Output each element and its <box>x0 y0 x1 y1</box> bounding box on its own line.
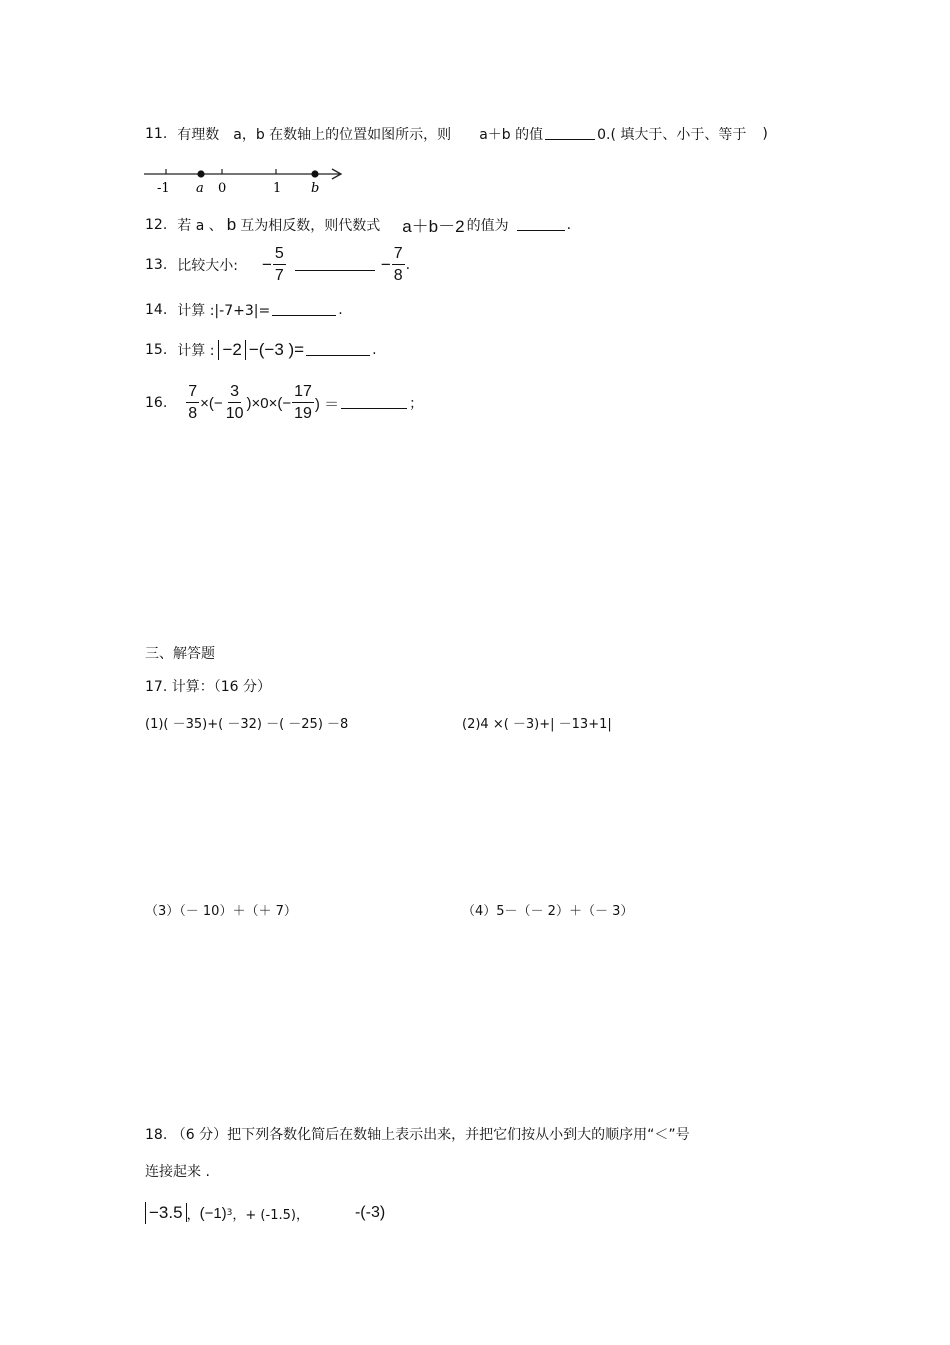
q14-number: 14. <box>145 302 168 318</box>
q13-answer-blank[interactable] <box>295 269 375 271</box>
number-line-figure <box>142 162 352 196</box>
q12-b: b <box>226 214 237 234</box>
q14-answer-blank[interactable] <box>272 314 336 316</box>
q15-rest: −(−3 )= <box>248 340 305 359</box>
q16-f2-denominator: 10 <box>225 405 244 422</box>
q12-expression: a＋b－2 <box>402 217 465 236</box>
q16-fraction-1 <box>186 384 199 422</box>
q18-power-base: (−1) <box>199 1204 227 1222</box>
q11-text-3: 0.( 填大于、小于、等于 <box>597 127 747 143</box>
point-a <box>197 170 204 177</box>
q17-title: 17. 计算：（16 分） <box>145 679 271 695</box>
q13-f1-numerator: 5 <box>273 246 286 265</box>
q11-expression: a＋b 的值 <box>479 127 544 143</box>
q13-text: 比较大小: <box>177 258 238 274</box>
q15-number: 15. <box>145 342 168 358</box>
q12-number: 12. <box>145 216 168 233</box>
question-13 <box>145 246 410 284</box>
q12-answer-blank[interactable] <box>517 229 565 231</box>
q17-part-4: （4）5－（－ 2）＋（－ 3） <box>462 904 634 919</box>
question-11 <box>145 124 768 144</box>
q16-f1-denominator: 8 <box>188 405 198 422</box>
q18-last-number: -(-3) <box>354 1204 386 1221</box>
tick-label-neg1: -1 <box>157 181 170 196</box>
label-a: a <box>196 181 204 196</box>
q11-text-1: 有理数 <box>177 127 220 143</box>
q13-f2-numerator: 7 <box>392 246 405 265</box>
section-title: 三、解答题 <box>145 646 215 662</box>
q18-comma-1: ， <box>186 1207 200 1223</box>
q18-abs-value: −3.5 <box>149 1203 183 1222</box>
q18-line-1: 18. （6 分）把下列各数化简后在数轴上表示出来，并把它们按从小到大的顺序用“＜”号 <box>145 1127 690 1143</box>
q11-text-2: a，b 在数轴上的位置如图所示，则 <box>233 127 452 143</box>
q13-sign-1: − <box>261 255 272 274</box>
q16-f3-numerator: 17 <box>292 384 314 403</box>
tick-label-0: 0 <box>218 181 227 196</box>
q12-end: . <box>566 216 572 233</box>
q15-end: . <box>372 342 377 358</box>
q12-text-2: 互为相反数，则代数式 <box>240 217 381 234</box>
question-16 <box>145 384 423 422</box>
q17-part-1: (1)( －35)+( －32) －( －25) －8 <box>145 717 349 732</box>
q11-number: 11. <box>145 126 168 142</box>
q16-op-1: ×(− <box>200 394 223 412</box>
q15-absolute-value: −2 <box>218 340 245 360</box>
q13-f2-denominator: 8 <box>393 267 403 284</box>
point-b <box>311 170 318 177</box>
tick-label-1: 1 <box>273 181 282 196</box>
q16-f2-numerator: 3 <box>228 384 241 403</box>
q13-number: 13. <box>145 257 168 273</box>
q18-absolute-value-left <box>145 1202 187 1224</box>
q17-part-3: （3）（－ 10）＋（＋ 7） <box>145 904 297 919</box>
q16-answer-blank[interactable] <box>341 407 407 409</box>
label-b: b <box>311 181 320 196</box>
q13-fraction-2 <box>392 246 405 284</box>
q16-f3-denominator: 19 <box>294 405 312 422</box>
q15-text: 计算 : <box>177 343 215 359</box>
q11-close: ) <box>762 126 768 142</box>
q16-fraction-2 <box>224 384 246 422</box>
q11-answer-blank[interactable] <box>545 138 595 140</box>
q18-power-exponent: 3 <box>226 1208 233 1218</box>
q17-part-2: (2)4 ×( －3)+| －13+1| <box>462 717 612 732</box>
q13-sign-2: − <box>380 255 391 274</box>
q13-f1-denominator: 7 <box>274 267 284 284</box>
q16-end: ； <box>409 396 424 412</box>
question-15 <box>145 340 377 360</box>
q18-comma-2: ，+ (-1.5)， <box>232 1207 309 1223</box>
q14-end: . <box>338 302 343 318</box>
question-12 <box>145 212 571 237</box>
q16-fraction-3 <box>292 384 314 422</box>
q18-numbers <box>145 1202 385 1224</box>
q16-number: 16. <box>145 395 168 411</box>
q12-text-3: 的值为 <box>466 217 509 234</box>
q16-op-2: )×0×(− <box>246 394 292 412</box>
q16-op-3: ) ＝ <box>314 395 340 413</box>
q16-f1-numerator: 7 <box>186 384 199 403</box>
q18-line-2: 连接起来 . <box>145 1164 210 1180</box>
q15-answer-blank[interactable] <box>306 354 370 356</box>
q13-fraction-1 <box>273 246 286 284</box>
question-14 <box>145 300 343 320</box>
q12-text-1: 若 a 、 <box>177 217 223 234</box>
q13-end: . <box>405 257 411 273</box>
q14-text: 计算 :|-7+3|= <box>177 303 271 319</box>
